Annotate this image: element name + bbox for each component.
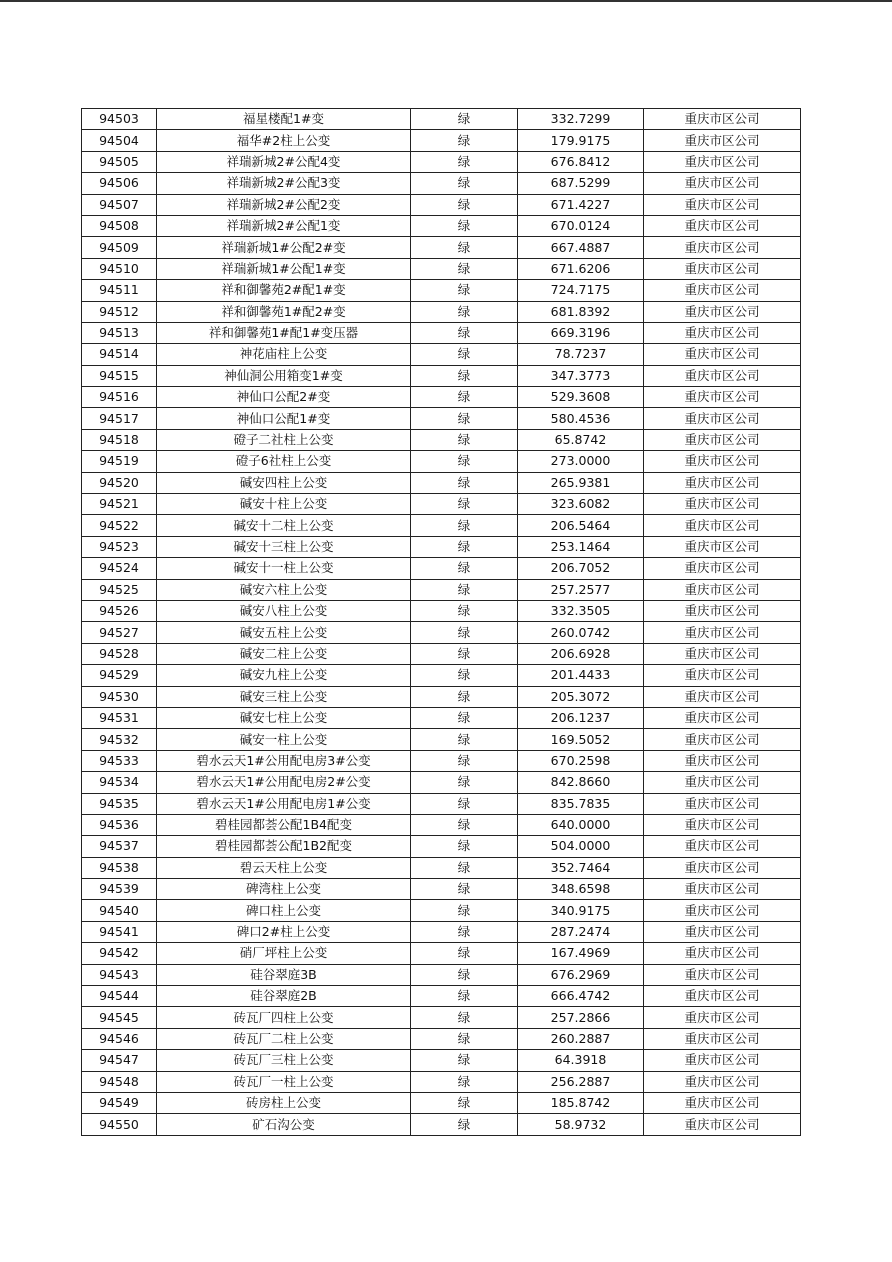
row-company-cell: 重庆市区公司 <box>644 151 801 172</box>
row-id-cell: 94517 <box>82 408 157 429</box>
row-name-cell: 碧水云天1#公用配电房2#公变 <box>157 772 411 793</box>
table-row <box>82 515 801 536</box>
row-company-cell: 重庆市区公司 <box>644 1007 801 1028</box>
table-row <box>82 387 801 408</box>
row-value-cell: 529.3608 <box>518 387 644 408</box>
row-id-cell: 94538 <box>82 857 157 878</box>
row-company-cell: 重庆市区公司 <box>644 387 801 408</box>
row-id-cell: 94539 <box>82 879 157 900</box>
row-value-cell: 65.8742 <box>518 429 644 450</box>
row-id-cell: 94513 <box>82 322 157 343</box>
row-name-cell: 碱安五柱上公变 <box>157 622 411 643</box>
row-status-cell: 绿 <box>411 772 518 793</box>
table-row <box>82 921 801 942</box>
row-status-cell: 绿 <box>411 943 518 964</box>
table-row <box>82 151 801 172</box>
table-row <box>82 964 801 985</box>
row-value-cell: 670.0124 <box>518 215 644 236</box>
row-id-cell: 94543 <box>82 964 157 985</box>
row-id-cell: 94547 <box>82 1050 157 1071</box>
row-value-cell: 835.7835 <box>518 793 644 814</box>
row-company-cell: 重庆市区公司 <box>644 536 801 557</box>
row-id-cell: 94518 <box>82 429 157 450</box>
row-value-cell: 253.1464 <box>518 536 644 557</box>
row-id-cell: 94505 <box>82 151 157 172</box>
table-row <box>82 408 801 429</box>
row-status-cell: 绿 <box>411 173 518 194</box>
row-name-cell: 砖瓦厂三柱上公变 <box>157 1050 411 1071</box>
row-id-cell: 94523 <box>82 536 157 557</box>
row-name-cell: 碧桂园都荟公配1B4配变 <box>157 814 411 835</box>
row-company-cell: 重庆市区公司 <box>644 943 801 964</box>
row-name-cell: 祥瑞新城1#公配2#变 <box>157 237 411 258</box>
row-company-cell: 重庆市区公司 <box>644 130 801 151</box>
row-id-cell: 94519 <box>82 451 157 472</box>
table-row <box>82 558 801 579</box>
table-row <box>82 365 801 386</box>
row-value-cell: 206.1237 <box>518 707 644 728</box>
row-value-cell: 676.8412 <box>518 151 644 172</box>
table-body <box>82 109 801 1136</box>
row-company-cell: 重庆市区公司 <box>644 451 801 472</box>
row-name-cell: 碧云天柱上公变 <box>157 857 411 878</box>
row-status-cell: 绿 <box>411 707 518 728</box>
row-status-cell: 绿 <box>411 622 518 643</box>
row-status-cell: 绿 <box>411 536 518 557</box>
row-name-cell: 神仙口公配2#变 <box>157 387 411 408</box>
table-row <box>82 1050 801 1071</box>
row-name-cell: 碱安一柱上公变 <box>157 729 411 750</box>
row-name-cell: 祥和御馨苑1#配1#变压器 <box>157 322 411 343</box>
row-id-cell: 94504 <box>82 130 157 151</box>
row-name-cell: 碧水云天1#公用配电房3#公变 <box>157 750 411 771</box>
row-status-cell: 绿 <box>411 686 518 707</box>
row-status-cell: 绿 <box>411 793 518 814</box>
table-row <box>82 429 801 450</box>
row-value-cell: 842.8660 <box>518 772 644 793</box>
row-company-cell: 重庆市区公司 <box>644 109 801 130</box>
row-status-cell: 绿 <box>411 814 518 835</box>
row-name-cell: 神花庙柱上公变 <box>157 344 411 365</box>
row-company-cell: 重庆市区公司 <box>644 1071 801 1092</box>
row-status-cell: 绿 <box>411 643 518 664</box>
table-row <box>82 686 801 707</box>
table-row <box>82 1028 801 1049</box>
row-status-cell: 绿 <box>411 986 518 1007</box>
row-status-cell: 绿 <box>411 558 518 579</box>
row-id-cell: 94544 <box>82 986 157 1007</box>
table-row <box>82 194 801 215</box>
row-name-cell: 福华#2柱上公变 <box>157 130 411 151</box>
document-page <box>0 2 892 1262</box>
row-name-cell: 祥瑞新城2#公配2变 <box>157 194 411 215</box>
table-row <box>82 729 801 750</box>
row-status-cell: 绿 <box>411 301 518 322</box>
row-value-cell: 687.5299 <box>518 173 644 194</box>
row-id-cell: 94521 <box>82 494 157 515</box>
row-value-cell: 167.4969 <box>518 943 644 964</box>
row-value-cell: 669.3196 <box>518 322 644 343</box>
row-name-cell: 祥和御馨苑2#配1#变 <box>157 280 411 301</box>
row-status-cell: 绿 <box>411 472 518 493</box>
row-value-cell: 681.8392 <box>518 301 644 322</box>
row-value-cell: 347.3773 <box>518 365 644 386</box>
row-id-cell: 94511 <box>82 280 157 301</box>
row-value-cell: 724.7175 <box>518 280 644 301</box>
row-value-cell: 340.9175 <box>518 900 644 921</box>
row-name-cell: 磴子二社柱上公变 <box>157 429 411 450</box>
table-row <box>82 344 801 365</box>
row-status-cell: 绿 <box>411 109 518 130</box>
row-status-cell: 绿 <box>411 408 518 429</box>
row-name-cell: 磴子6社柱上公变 <box>157 451 411 472</box>
row-id-cell: 94515 <box>82 365 157 386</box>
row-company-cell: 重庆市区公司 <box>644 280 801 301</box>
row-status-cell: 绿 <box>411 900 518 921</box>
row-name-cell: 硝厂坪柱上公变 <box>157 943 411 964</box>
table-row <box>82 494 801 515</box>
row-status-cell: 绿 <box>411 429 518 450</box>
row-id-cell: 94527 <box>82 622 157 643</box>
row-name-cell: 碱安九柱上公变 <box>157 665 411 686</box>
row-status-cell: 绿 <box>411 836 518 857</box>
row-id-cell: 94545 <box>82 1007 157 1028</box>
row-value-cell: 205.3072 <box>518 686 644 707</box>
table-row <box>82 280 801 301</box>
row-id-cell: 94530 <box>82 686 157 707</box>
row-name-cell: 碑湾柱上公变 <box>157 879 411 900</box>
row-value-cell: 201.4433 <box>518 665 644 686</box>
row-value-cell: 671.6206 <box>518 258 644 279</box>
row-status-cell: 绿 <box>411 729 518 750</box>
row-status-cell: 绿 <box>411 515 518 536</box>
table-row <box>82 130 801 151</box>
table-row <box>82 793 801 814</box>
row-name-cell: 碱安二柱上公变 <box>157 643 411 664</box>
row-name-cell: 砖瓦厂四柱上公变 <box>157 1007 411 1028</box>
row-company-cell: 重庆市区公司 <box>644 408 801 429</box>
row-name-cell: 祥瑞新城2#公配1变 <box>157 215 411 236</box>
row-status-cell: 绿 <box>411 365 518 386</box>
row-value-cell: 332.7299 <box>518 109 644 130</box>
row-company-cell: 重庆市区公司 <box>644 643 801 664</box>
row-id-cell: 94541 <box>82 921 157 942</box>
row-value-cell: 666.4742 <box>518 986 644 1007</box>
row-company-cell: 重庆市区公司 <box>644 707 801 728</box>
row-company-cell: 重庆市区公司 <box>644 365 801 386</box>
row-status-cell: 绿 <box>411 857 518 878</box>
row-id-cell: 94532 <box>82 729 157 750</box>
row-value-cell: 265.9381 <box>518 472 644 493</box>
table-row <box>82 1007 801 1028</box>
row-status-cell: 绿 <box>411 879 518 900</box>
row-company-cell: 重庆市区公司 <box>644 194 801 215</box>
row-name-cell: 祥瑞新城2#公配3变 <box>157 173 411 194</box>
row-value-cell: 206.5464 <box>518 515 644 536</box>
table-row <box>82 900 801 921</box>
row-value-cell: 323.6082 <box>518 494 644 515</box>
row-status-cell: 绿 <box>411 921 518 942</box>
row-company-cell: 重庆市区公司 <box>644 1114 801 1135</box>
row-company-cell: 重庆市区公司 <box>644 772 801 793</box>
table-row <box>82 215 801 236</box>
row-company-cell: 重庆市区公司 <box>644 900 801 921</box>
row-company-cell: 重庆市区公司 <box>644 258 801 279</box>
row-value-cell: 78.7237 <box>518 344 644 365</box>
row-id-cell: 94546 <box>82 1028 157 1049</box>
row-status-cell: 绿 <box>411 280 518 301</box>
row-name-cell: 祥瑞新城2#公配4变 <box>157 151 411 172</box>
row-company-cell: 重庆市区公司 <box>644 173 801 194</box>
row-id-cell: 94512 <box>82 301 157 322</box>
row-status-cell: 绿 <box>411 579 518 600</box>
row-value-cell: 260.2887 <box>518 1028 644 1049</box>
table-row <box>82 109 801 130</box>
row-status-cell: 绿 <box>411 1007 518 1028</box>
row-status-cell: 绿 <box>411 1114 518 1135</box>
table-row <box>82 707 801 728</box>
row-name-cell: 碱安十一柱上公变 <box>157 558 411 579</box>
row-value-cell: 58.9732 <box>518 1114 644 1135</box>
row-id-cell: 94516 <box>82 387 157 408</box>
row-value-cell: 670.2598 <box>518 750 644 771</box>
row-name-cell: 祥和御馨苑1#配2#变 <box>157 301 411 322</box>
row-value-cell: 256.2887 <box>518 1071 644 1092</box>
table-row <box>82 772 801 793</box>
table-row <box>82 237 801 258</box>
row-status-cell: 绿 <box>411 194 518 215</box>
row-company-cell: 重庆市区公司 <box>644 301 801 322</box>
table-row <box>82 986 801 1007</box>
row-value-cell: 676.2969 <box>518 964 644 985</box>
row-status-cell: 绿 <box>411 665 518 686</box>
table-row <box>82 472 801 493</box>
row-name-cell: 碱安三柱上公变 <box>157 686 411 707</box>
row-status-cell: 绿 <box>411 1092 518 1113</box>
table-row <box>82 600 801 621</box>
row-company-cell: 重庆市区公司 <box>644 879 801 900</box>
row-name-cell: 碑口柱上公变 <box>157 900 411 921</box>
row-status-cell: 绿 <box>411 322 518 343</box>
row-name-cell: 碱安十柱上公变 <box>157 494 411 515</box>
table-row <box>82 750 801 771</box>
row-value-cell: 667.4887 <box>518 237 644 258</box>
row-name-cell: 砖瓦厂二柱上公变 <box>157 1028 411 1049</box>
table-row <box>82 579 801 600</box>
table-row <box>82 857 801 878</box>
row-status-cell: 绿 <box>411 1050 518 1071</box>
row-company-cell: 重庆市区公司 <box>644 515 801 536</box>
row-id-cell: 94526 <box>82 600 157 621</box>
row-value-cell: 257.2866 <box>518 1007 644 1028</box>
row-name-cell: 碧水云天1#公用配电房1#公变 <box>157 793 411 814</box>
table-row <box>82 1071 801 1092</box>
row-name-cell: 矿石沟公变 <box>157 1114 411 1135</box>
row-status-cell: 绿 <box>411 1028 518 1049</box>
row-name-cell: 碱安八柱上公变 <box>157 600 411 621</box>
table-row <box>82 258 801 279</box>
row-value-cell: 206.7052 <box>518 558 644 579</box>
row-id-cell: 94520 <box>82 472 157 493</box>
table-row <box>82 643 801 664</box>
row-id-cell: 94536 <box>82 814 157 835</box>
row-name-cell: 福星楼配1#变 <box>157 109 411 130</box>
row-value-cell: 348.6598 <box>518 879 644 900</box>
row-id-cell: 94549 <box>82 1092 157 1113</box>
row-id-cell: 94529 <box>82 665 157 686</box>
row-id-cell: 94531 <box>82 707 157 728</box>
row-company-cell: 重庆市区公司 <box>644 429 801 450</box>
row-company-cell: 重庆市区公司 <box>644 1028 801 1049</box>
row-company-cell: 重庆市区公司 <box>644 215 801 236</box>
row-id-cell: 94534 <box>82 772 157 793</box>
row-status-cell: 绿 <box>411 258 518 279</box>
row-company-cell: 重庆市区公司 <box>644 665 801 686</box>
row-value-cell: 580.4536 <box>518 408 644 429</box>
row-id-cell: 94506 <box>82 173 157 194</box>
row-id-cell: 94509 <box>82 237 157 258</box>
table-row <box>82 1114 801 1135</box>
table-row <box>82 814 801 835</box>
table-row <box>82 322 801 343</box>
row-company-cell: 重庆市区公司 <box>644 986 801 1007</box>
row-value-cell: 287.2474 <box>518 921 644 942</box>
table-row <box>82 665 801 686</box>
row-id-cell: 94507 <box>82 194 157 215</box>
row-status-cell: 绿 <box>411 750 518 771</box>
row-name-cell: 硅谷翠庭2B <box>157 986 411 1007</box>
row-value-cell: 206.6928 <box>518 643 644 664</box>
row-name-cell: 碧桂园都荟公配1B2配变 <box>157 836 411 857</box>
row-company-cell: 重庆市区公司 <box>644 750 801 771</box>
row-company-cell: 重庆市区公司 <box>644 622 801 643</box>
table-row <box>82 173 801 194</box>
row-status-cell: 绿 <box>411 151 518 172</box>
row-status-cell: 绿 <box>411 451 518 472</box>
row-company-cell: 重庆市区公司 <box>644 686 801 707</box>
row-name-cell: 神仙洞公用箱变1#变 <box>157 365 411 386</box>
row-company-cell: 重庆市区公司 <box>644 1092 801 1113</box>
table-row <box>82 536 801 557</box>
row-name-cell: 祥瑞新城1#公配1#变 <box>157 258 411 279</box>
row-company-cell: 重庆市区公司 <box>644 964 801 985</box>
row-value-cell: 185.8742 <box>518 1092 644 1113</box>
row-status-cell: 绿 <box>411 344 518 365</box>
row-company-cell: 重庆市区公司 <box>644 579 801 600</box>
row-status-cell: 绿 <box>411 494 518 515</box>
row-value-cell: 640.0000 <box>518 814 644 835</box>
row-status-cell: 绿 <box>411 600 518 621</box>
row-name-cell: 砖房柱上公变 <box>157 1092 411 1113</box>
row-status-cell: 绿 <box>411 130 518 151</box>
row-value-cell: 257.2577 <box>518 579 644 600</box>
row-name-cell: 神仙口公配1#变 <box>157 408 411 429</box>
row-value-cell: 332.3505 <box>518 600 644 621</box>
row-name-cell: 碱安十三柱上公变 <box>157 536 411 557</box>
row-company-cell: 重庆市区公司 <box>644 836 801 857</box>
row-company-cell: 重庆市区公司 <box>644 1050 801 1071</box>
row-company-cell: 重庆市区公司 <box>644 600 801 621</box>
row-company-cell: 重庆市区公司 <box>644 344 801 365</box>
row-id-cell: 94508 <box>82 215 157 236</box>
row-company-cell: 重庆市区公司 <box>644 814 801 835</box>
row-id-cell: 94540 <box>82 900 157 921</box>
row-status-cell: 绿 <box>411 1071 518 1092</box>
row-company-cell: 重庆市区公司 <box>644 472 801 493</box>
row-company-cell: 重庆市区公司 <box>644 729 801 750</box>
row-id-cell: 94503 <box>82 109 157 130</box>
row-status-cell: 绿 <box>411 215 518 236</box>
row-company-cell: 重庆市区公司 <box>644 857 801 878</box>
table-row <box>82 943 801 964</box>
row-value-cell: 169.5052 <box>518 729 644 750</box>
row-value-cell: 273.0000 <box>518 451 644 472</box>
transformer-table <box>81 108 801 1136</box>
row-company-cell: 重庆市区公司 <box>644 921 801 942</box>
row-id-cell: 94510 <box>82 258 157 279</box>
row-value-cell: 671.4227 <box>518 194 644 215</box>
row-value-cell: 260.0742 <box>518 622 644 643</box>
row-value-cell: 352.7464 <box>518 857 644 878</box>
row-id-cell: 94537 <box>82 836 157 857</box>
row-status-cell: 绿 <box>411 964 518 985</box>
row-company-cell: 重庆市区公司 <box>644 558 801 579</box>
row-company-cell: 重庆市区公司 <box>644 494 801 515</box>
row-name-cell: 碱安十二柱上公变 <box>157 515 411 536</box>
row-id-cell: 94525 <box>82 579 157 600</box>
row-name-cell: 碑口2#柱上公变 <box>157 921 411 942</box>
row-value-cell: 504.0000 <box>518 836 644 857</box>
row-company-cell: 重庆市区公司 <box>644 322 801 343</box>
row-name-cell: 硅谷翠庭3B <box>157 964 411 985</box>
row-company-cell: 重庆市区公司 <box>644 793 801 814</box>
table-row <box>82 451 801 472</box>
table-row <box>82 1092 801 1113</box>
row-status-cell: 绿 <box>411 237 518 258</box>
table-row <box>82 622 801 643</box>
row-name-cell: 碱安六柱上公变 <box>157 579 411 600</box>
row-id-cell: 94542 <box>82 943 157 964</box>
row-name-cell: 碱安四柱上公变 <box>157 472 411 493</box>
row-value-cell: 179.9175 <box>518 130 644 151</box>
table-row <box>82 836 801 857</box>
table-row <box>82 301 801 322</box>
row-status-cell: 绿 <box>411 387 518 408</box>
row-name-cell: 砖瓦厂一柱上公变 <box>157 1071 411 1092</box>
row-name-cell: 碱安七柱上公变 <box>157 707 411 728</box>
row-company-cell: 重庆市区公司 <box>644 237 801 258</box>
row-id-cell: 94548 <box>82 1071 157 1092</box>
row-id-cell: 94528 <box>82 643 157 664</box>
row-id-cell: 94514 <box>82 344 157 365</box>
table-row <box>82 879 801 900</box>
row-id-cell: 94550 <box>82 1114 157 1135</box>
row-id-cell: 94522 <box>82 515 157 536</box>
row-value-cell: 64.3918 <box>518 1050 644 1071</box>
row-id-cell: 94524 <box>82 558 157 579</box>
row-id-cell: 94535 <box>82 793 157 814</box>
row-id-cell: 94533 <box>82 750 157 771</box>
